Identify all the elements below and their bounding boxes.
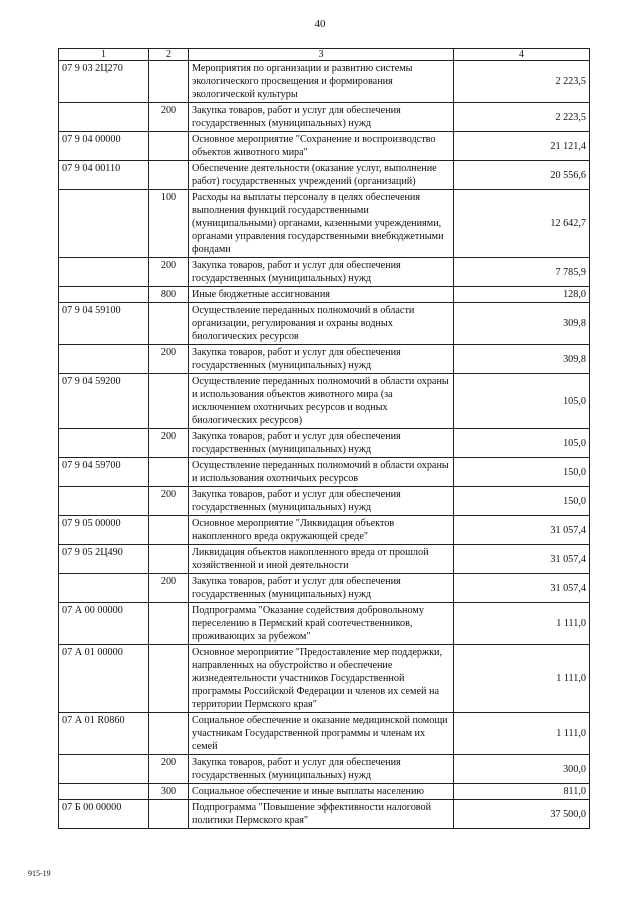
- row-name-cell: Обеспечение деятельности (оказание услуг, выполнение работ) государственных учреждений (организаций): [189, 161, 454, 190]
- row-code-cell: [59, 429, 149, 458]
- table-row: [59, 516, 590, 545]
- table-row: [59, 61, 590, 103]
- row-sum-cell: 1 111,0: [454, 603, 590, 645]
- row-sum-cell: 105,0: [454, 374, 590, 429]
- row-sum-cell: 309,8: [454, 345, 590, 374]
- document-footer-code: 915-19: [28, 869, 51, 878]
- row-expense-type-cell: 200: [149, 258, 189, 287]
- row-name-cell: Закупка товаров, работ и услуг для обеспечения государственных (муниципальных) нужд: [189, 755, 454, 784]
- row-name-cell: Иные бюджетные ассигнования: [189, 287, 454, 303]
- row-sum-cell: 21 121,4: [454, 132, 590, 161]
- table-row: [59, 713, 590, 755]
- row-expense-type-cell: 200: [149, 574, 189, 603]
- table-row: [59, 190, 590, 258]
- table-row: [59, 345, 590, 374]
- row-sum-cell: 150,0: [454, 458, 590, 487]
- row-sum-cell: 150,0: [454, 487, 590, 516]
- table-row: [59, 545, 590, 574]
- table-row: [59, 303, 590, 345]
- row-expense-type-cell: [149, 645, 189, 713]
- row-code-cell: 07 9 05 00000: [59, 516, 149, 545]
- row-code-cell: [59, 784, 149, 800]
- row-sum-cell: 128,0: [454, 287, 590, 303]
- row-code-cell: 07 9 04 00110: [59, 161, 149, 190]
- row-expense-type-cell: [149, 61, 189, 103]
- row-code-cell: [59, 190, 149, 258]
- row-sum-cell: 20 556,6: [454, 161, 590, 190]
- budget-table: [58, 48, 590, 829]
- table-row: [59, 429, 590, 458]
- row-code-cell: [59, 258, 149, 287]
- row-code-cell: 07 9 04 59200: [59, 374, 149, 429]
- column-header-expense-type: 2: [149, 49, 189, 61]
- row-code-cell: [59, 574, 149, 603]
- row-sum-cell: 31 057,4: [454, 516, 590, 545]
- row-sum-cell: 31 057,4: [454, 545, 590, 574]
- row-name-cell: Расходы на выплаты персоналу в целях обеспечения выполнения функций государственными (муниципальными) органами, казенными учреждениями, органами управления государственными внебюджетными фондами: [189, 190, 454, 258]
- row-name-cell: Закупка товаров, работ и услуг для обеспечения государственных (муниципальных) нужд: [189, 574, 454, 603]
- table-row: [59, 287, 590, 303]
- column-header-name: 3: [189, 49, 454, 61]
- table-row: [59, 800, 590, 829]
- row-name-cell: Закупка товаров, работ и услуг для обеспечения государственных (муниципальных) нужд: [189, 345, 454, 374]
- row-name-cell: Осуществление переданных полномочий в области организации, регулирования и охраны водных биологических ресурсов: [189, 303, 454, 345]
- row-expense-type-cell: [149, 516, 189, 545]
- row-sum-cell: 7 785,9: [454, 258, 590, 287]
- column-header-sum: 4: [454, 49, 590, 61]
- row-sum-cell: 2 223,5: [454, 103, 590, 132]
- row-code-cell: 07 А 01 00000: [59, 645, 149, 713]
- row-name-cell: Осуществление переданных полномочий в области охраны и использования объектов животного мира (за исключением охотничьих ресурсов и водных биологических ресурсов): [189, 374, 454, 429]
- row-expense-type-cell: 200: [149, 755, 189, 784]
- table-header-row: [59, 49, 590, 61]
- row-sum-cell: 105,0: [454, 429, 590, 458]
- row-name-cell: Подпрограмма "Оказание содействия добровольному переселению в Пермский край соотечественников, проживающих за рубежом": [189, 603, 454, 645]
- table-row: [59, 574, 590, 603]
- row-sum-cell: 309,8: [454, 303, 590, 345]
- row-sum-cell: 31 057,4: [454, 574, 590, 603]
- row-expense-type-cell: [149, 374, 189, 429]
- row-name-cell: Осуществление переданных полномочий в области охраны и использования охотничьих ресурсов: [189, 458, 454, 487]
- row-sum-cell: 1 111,0: [454, 713, 590, 755]
- row-expense-type-cell: 100: [149, 190, 189, 258]
- table-row: [59, 458, 590, 487]
- row-expense-type-cell: [149, 458, 189, 487]
- row-code-cell: 07 9 04 59100: [59, 303, 149, 345]
- page-number: 40: [314, 18, 326, 30]
- table-body: [59, 61, 590, 829]
- row-name-cell: Ликвидация объектов накопленного вреда от прошлой хозяйственной и иной деятельности: [189, 545, 454, 574]
- row-name-cell: Основное мероприятие "Сохранение и воспроизводство объектов животного мира": [189, 132, 454, 161]
- row-code-cell: [59, 755, 149, 784]
- row-expense-type-cell: 200: [149, 103, 189, 132]
- row-code-cell: 07 9 04 00000: [59, 132, 149, 161]
- table-row: [59, 487, 590, 516]
- row-name-cell: Основное мероприятие "Ликвидация объектов накопленного вреда окружающей среде": [189, 516, 454, 545]
- row-expense-type-cell: [149, 800, 189, 829]
- row-name-cell: Подпрограмма "Повышение эффективности налоговой политики Пермского края": [189, 800, 454, 829]
- table-row: [59, 374, 590, 429]
- row-name-cell: Мероприятия по организации и развитию системы экологического просвещения и формирования экологической культуры: [189, 61, 454, 103]
- row-sum-cell: 12 642,7: [454, 190, 590, 258]
- row-code-cell: [59, 345, 149, 374]
- row-name-cell: Социальное обеспечение и иные выплаты населению: [189, 784, 454, 800]
- row-name-cell: Закупка товаров, работ и услуг для обеспечения государственных (муниципальных) нужд: [189, 103, 454, 132]
- table-row: [59, 132, 590, 161]
- row-name-cell: Закупка товаров, работ и услуг для обеспечения государственных (муниципальных) нужд: [189, 429, 454, 458]
- row-code-cell: 07 9 04 59700: [59, 458, 149, 487]
- row-expense-type-cell: [149, 303, 189, 345]
- row-expense-type-cell: 200: [149, 487, 189, 516]
- table-row: [59, 645, 590, 713]
- row-code-cell: 07 А 00 00000: [59, 603, 149, 645]
- table-row: [59, 103, 590, 132]
- column-header-code: 1: [59, 49, 149, 61]
- row-sum-cell: 811,0: [454, 784, 590, 800]
- row-expense-type-cell: [149, 132, 189, 161]
- row-code-cell: 07 А 01 R0860: [59, 713, 149, 755]
- row-expense-type-cell: 300: [149, 784, 189, 800]
- row-sum-cell: 1 111,0: [454, 645, 590, 713]
- row-sum-cell: 2 223,5: [454, 61, 590, 103]
- table-row: [59, 603, 590, 645]
- row-code-cell: 07 9 05 2Ц490: [59, 545, 149, 574]
- row-code-cell: [59, 103, 149, 132]
- row-code-cell: [59, 487, 149, 516]
- row-expense-type-cell: 200: [149, 345, 189, 374]
- row-name-cell: Основное мероприятие "Предоставление мер поддержки, направленных на обустройство и обеспечение жизнедеятельности участников Государственной программы Российской Федерации и членов их семей на территории Пермского края": [189, 645, 454, 713]
- table-row: [59, 784, 590, 800]
- row-name-cell: Закупка товаров, работ и услуг для обеспечения государственных (муниципальных) нужд: [189, 487, 454, 516]
- row-expense-type-cell: [149, 713, 189, 755]
- row-sum-cell: 300,0: [454, 755, 590, 784]
- row-name-cell: Закупка товаров, работ и услуг для обеспечения государственных (муниципальных) нужд: [189, 258, 454, 287]
- table-row: [59, 755, 590, 784]
- table-row: [59, 258, 590, 287]
- row-sum-cell: 37 500,0: [454, 800, 590, 829]
- row-code-cell: 07 9 03 2Ц270: [59, 61, 149, 103]
- row-expense-type-cell: [149, 545, 189, 574]
- row-name-cell: Социальное обеспечение и оказание медицинской помощи участникам Государственной программы и членам их семей: [189, 713, 454, 755]
- row-expense-type-cell: [149, 161, 189, 190]
- row-code-cell: [59, 287, 149, 303]
- row-expense-type-cell: 200: [149, 429, 189, 458]
- row-expense-type-cell: 800: [149, 287, 189, 303]
- row-expense-type-cell: [149, 603, 189, 645]
- table-row: [59, 161, 590, 190]
- row-code-cell: 07 Б 00 00000: [59, 800, 149, 829]
